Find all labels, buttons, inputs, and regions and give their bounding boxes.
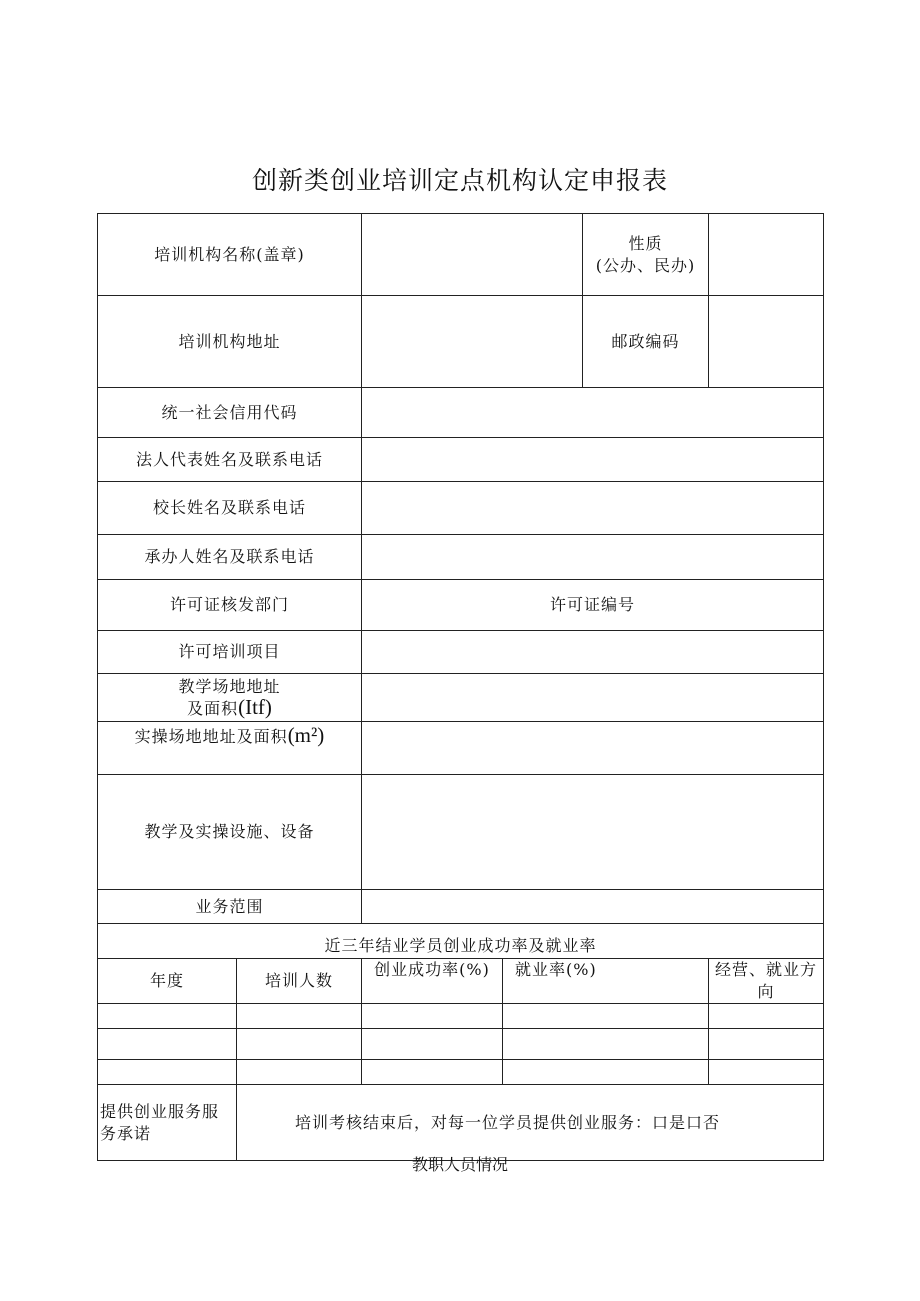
stats-cell[interactable] (98, 1029, 237, 1060)
stats-col-year: 年度 (98, 959, 237, 1004)
org-name-field[interactable] (362, 214, 583, 296)
teaching-site-label (98, 674, 362, 722)
stats-cell[interactable] (237, 1004, 362, 1029)
org-name-label: 培训机构名称(盖章) (98, 214, 362, 296)
stats-cell[interactable] (709, 1060, 824, 1085)
stats-cell[interactable] (98, 1004, 237, 1029)
teaching-site-text: 及面积 (187, 698, 239, 718)
commitment-label: 提供创业服务服务承诺 (98, 1085, 237, 1161)
nature-options: (公办、民办) (595, 255, 696, 275)
principal-label: 校长姓名及联系电话 (98, 482, 362, 535)
stats-cell[interactable] (237, 1060, 362, 1085)
stats-cell[interactable] (362, 1060, 503, 1085)
facilities-label: 教学及实操设施、设备 (98, 775, 362, 890)
license-no-label: 许可证编号 (362, 580, 824, 631)
facilities-field[interactable] (362, 775, 824, 890)
staff-section-title: 教职人员情况 (411, 1155, 508, 1174)
nature-label (583, 214, 709, 296)
stats-cell[interactable] (503, 1029, 709, 1060)
practice-site-text: 实操场地地址及面积 (134, 727, 288, 746)
stats-cell[interactable] (709, 1029, 824, 1060)
stats-cell[interactable] (503, 1060, 709, 1085)
stats-heading: 近三年结业学员创业成功率及就业率 (98, 924, 824, 959)
page-title: 创新类创业培训定点机构认定申报表 (251, 166, 668, 195)
teaching-site-unit: (Itf) (238, 694, 272, 719)
stats-cell[interactable] (362, 1029, 503, 1060)
teaching-site-line2 (102, 694, 357, 719)
stats-cell[interactable] (362, 1004, 503, 1029)
stats-cell[interactable] (709, 1004, 824, 1029)
credit-code-field[interactable] (362, 388, 824, 438)
teaching-site-line1: 教学场地地址 (178, 676, 281, 696)
postal-code-field[interactable] (709, 296, 824, 388)
practice-site-label (98, 722, 362, 775)
stats-col-direction: 经营、就业方向 (709, 959, 824, 1004)
license-items-field[interactable] (362, 631, 824, 674)
stats-col-trainees: 培训人数 (237, 959, 362, 1004)
address-field[interactable] (362, 296, 583, 388)
principal-field[interactable] (362, 482, 824, 535)
legal-rep-field[interactable] (362, 438, 824, 482)
stats-col-success-rate: 创业成功率(%) (362, 959, 503, 1004)
legal-rep-label: 法人代表姓名及联系电话 (98, 438, 362, 482)
scope-field[interactable] (362, 890, 824, 924)
postal-code-label: 邮政编码 (583, 296, 709, 388)
stats-cell[interactable] (98, 1060, 237, 1085)
commitment-text: 培训考核结束后，对每一位学员提供创业服务：口是口否 (237, 1085, 824, 1161)
stats-cell[interactable] (237, 1029, 362, 1060)
scope-label: 业务范围 (98, 890, 362, 924)
license-dept-label: 许可证核发部门 (98, 580, 362, 631)
nature-field[interactable] (709, 214, 824, 296)
credit-code-label: 统一社会信用代码 (98, 388, 362, 438)
practice-site-unit: (m²) (287, 723, 325, 747)
stats-cell[interactable] (503, 1004, 709, 1029)
practice-site-field[interactable] (362, 722, 824, 775)
nature-label-text: 性质 (628, 233, 663, 253)
license-items-label: 许可培训项目 (98, 631, 362, 674)
handler-label: 承办人姓名及联系电话 (98, 535, 362, 580)
application-form-table (97, 213, 824, 1161)
handler-field[interactable] (362, 535, 824, 580)
teaching-site-field[interactable] (362, 674, 824, 722)
address-label: 培训机构地址 (98, 296, 362, 388)
stats-col-employment-rate: 就业率(%) (503, 959, 709, 1004)
